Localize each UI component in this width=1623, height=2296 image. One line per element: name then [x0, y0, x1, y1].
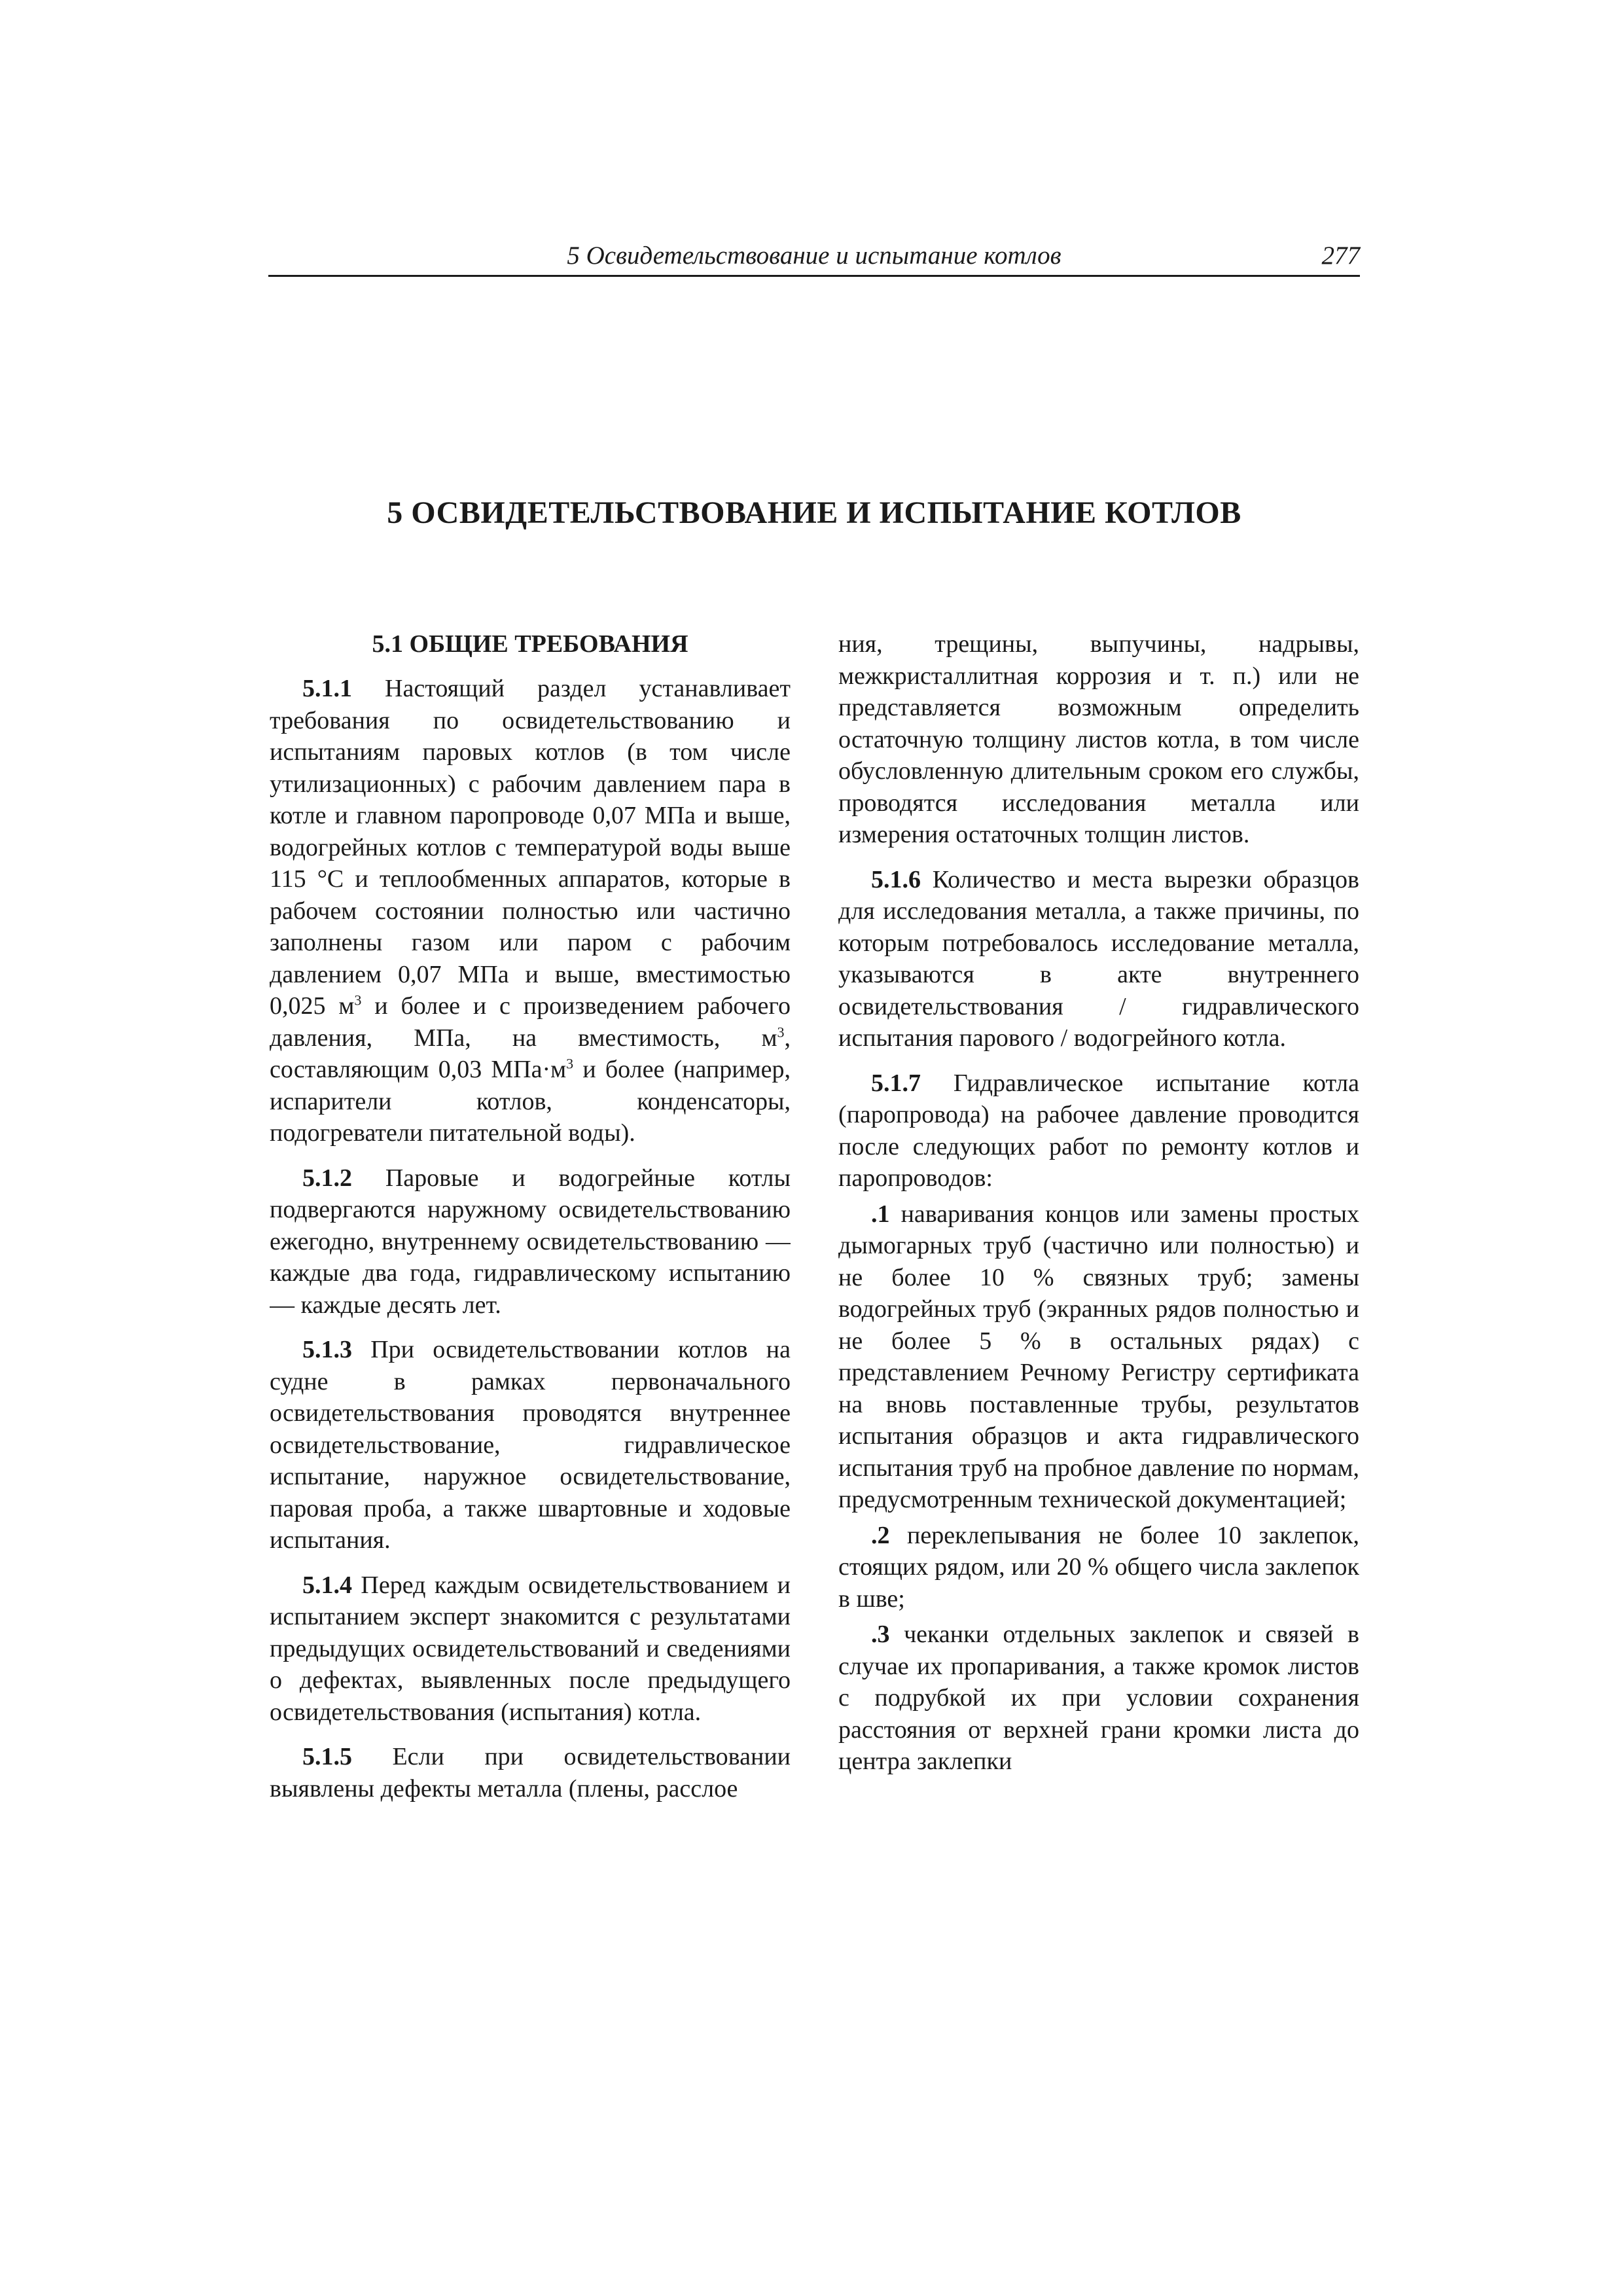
- paragraph-text: Перед каждым освидетельствованием и испытанием эксперт знакомится с результатами предыдущих освидетельствований и сведениями о дефектах, выявленных после предыдущего освидетельствования (испытания) котла.: [270, 1571, 791, 1726]
- list-item-3: [838, 1619, 1359, 1778]
- paragraph-5-1-6: [838, 864, 1359, 1054]
- paragraph-text: и более и с произведением рабочего давления, МПа, на вместимость, м: [270, 992, 791, 1052]
- paragraph-text: Количество и места вырезки образцов для исследования металла, а также причины, по которым потребовалось исследование металла, указываются в акте внутреннего освидетельствования / гидравлического испытания парового / водогрейного котла.: [838, 865, 1359, 1052]
- paragraph-text: ния, трещины, выпучины, надрывы, межкристаллитная коррозия и т. п.) или не представляется возможным определить остаточную толщину листов котла, в том числе обусловленную длительным сроком его службы, проводятся исследования металла или измерения остаточных толщин листов.: [838, 630, 1359, 848]
- list-item-text: чеканки отдельных заклепок и связей в случае их пропаривания, а также кромок листов с подрубкой их при условии сохранения расстояния от верхней грани кромки листа до центра заклепки: [838, 1621, 1359, 1775]
- paragraph-number: 5.1.2: [302, 1164, 352, 1192]
- paragraph-number: 5.1.7: [871, 1069, 921, 1097]
- paragraph-number: 5.1.4: [302, 1571, 352, 1599]
- page-number: 277: [1321, 242, 1360, 270]
- paragraph-text: Если при освидетельствовании выявлены дефекты металла (плены, расслое: [270, 1743, 791, 1803]
- right-column: [838, 628, 1359, 2016]
- paragraph-text: и более (например, испарители котлов, конденсаторы, подогреватели питательной воды).: [270, 1056, 791, 1147]
- left-column: [270, 628, 791, 2016]
- list-item-number: .2: [871, 1521, 890, 1549]
- paragraph-number: 5.1.3: [302, 1336, 352, 1363]
- superscript: 3: [354, 992, 362, 1009]
- chapter-title: 5 ОСВИДЕТЕЛЬСТВОВАНИЕ И ИСПЫТАНИЕ КОТЛОВ: [387, 495, 1241, 530]
- list-item-2: [838, 1520, 1359, 1615]
- paragraph-number: 5.1.1: [302, 675, 352, 702]
- paragraph-number: 5.1.5: [302, 1743, 352, 1770]
- list-item-text: наваривания концов или замены простых дымогарных труб (частично или полностью) и не более 10 % связных труб; замены водогрейных труб (экранных рядов полностью и не более 5 % в остальных рядах) с представлением Речному Регистру сертификата на вновь поставленные трубы, результатов испытания образцов и акта гидравлического испытания труб на пробное давление по нормам, предусмотренным технической документацией;: [838, 1200, 1359, 1513]
- paragraph-5-1-1: [270, 673, 791, 1149]
- paragraph-5-1-3: [270, 1334, 791, 1556]
- paragraph-text: Настоящий раздел устанавливает требования по освидетельствованию и испытаниям паровых котлов (в том числе утилизационных) с рабочим давлением пара в котле и главном паропроводе 0,07 МПа и выше, водогрейных котлов с температурой воды выше 115 °С и теплообменных аппаратов, которые в рабочем состоянии полностью или частично заполнены газом или паром с рабочим давлением 0,07 МПа и выше, вместимостью 0,025 м: [270, 675, 791, 1020]
- paragraph-5-1-5-continued: [838, 628, 1359, 851]
- running-title: 5 Освидетельствование и испытание котлов: [567, 242, 1061, 270]
- paragraph-text: , составляющим 0,03 МПа·м: [270, 1024, 791, 1083]
- superscript: 3: [777, 1023, 785, 1040]
- superscript: 3: [566, 1055, 574, 1072]
- list-item-1: [838, 1198, 1359, 1516]
- paragraph-text: При освидетельствовании котлов на судне в рамках первоначального освидетельствования проводятся внутреннее освидетельствование, гидравлическое испытание, наружное освидетельствование, паровая проба, а также швартовные и ходовые испытания.: [270, 1336, 791, 1554]
- list-item-number: .1: [871, 1200, 890, 1228]
- list-item-text: переклепывания не более 10 заклепок, стоящих рядом, или 20 % общего числа заклепок в шве;: [838, 1521, 1359, 1613]
- paragraph-5-1-7: [838, 1067, 1359, 1194]
- running-header: [268, 240, 1360, 277]
- paragraph-text: Паровые и водогрейные котлы подвергаются наружному освидетельствованию ежегодно, внутреннему освидетельствованию — каждые два года, гидравлическому испытанию — каждые десять лет.: [270, 1164, 791, 1319]
- paragraph-5-1-4: [270, 1570, 791, 1729]
- paragraph-5-1-2: [270, 1162, 791, 1321]
- paragraph-number: 5.1.6: [871, 865, 921, 893]
- list-item-number: .3: [871, 1621, 890, 1648]
- paragraph-5-1-5: [270, 1741, 791, 1804]
- paragraph-text: Гидравлическое испытание котла (паропровода) на рабочее давление проводится после следующих работ по ремонту котлов и паропроводов:: [838, 1069, 1359, 1192]
- section-heading: 5.1 ОБЩИЕ ТРЕБОВАНИЯ: [372, 630, 688, 658]
